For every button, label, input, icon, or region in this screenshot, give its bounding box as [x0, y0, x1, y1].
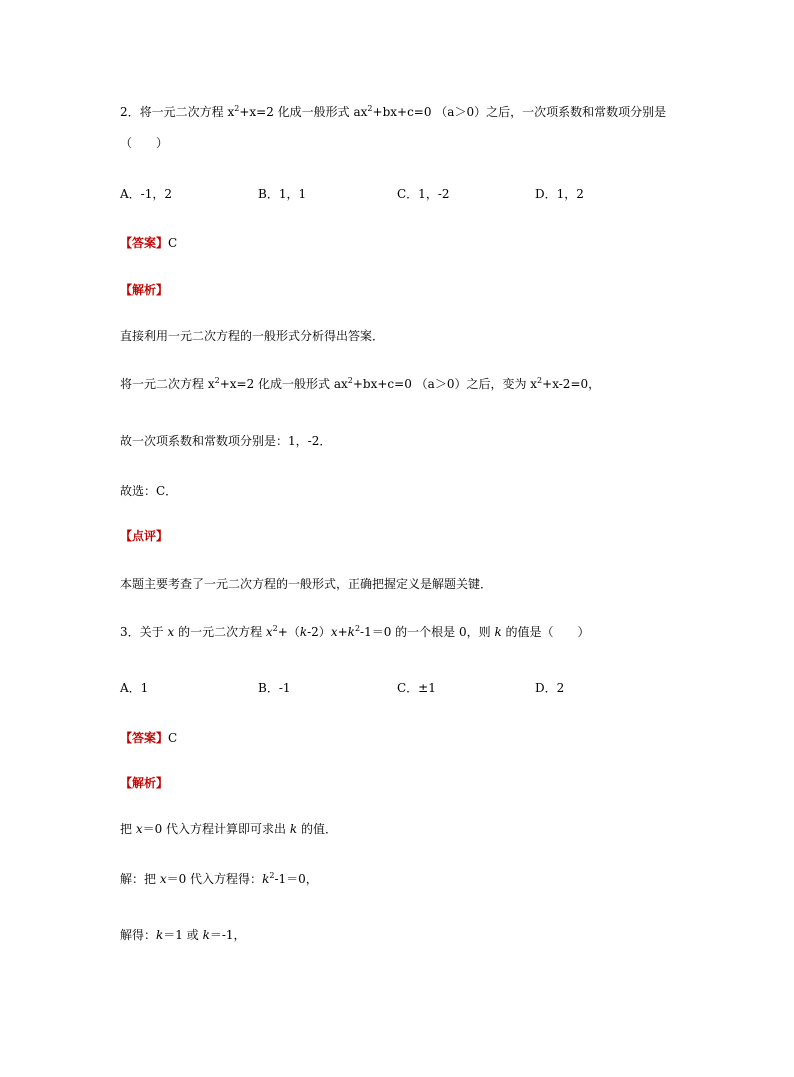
q3-option-c: C．±1 [397, 681, 436, 695]
q2-option-c: C．1，-2 [397, 187, 450, 201]
q3-analysis-tag: 【解析】 [120, 776, 169, 790]
q3-eq-x: x [265, 625, 273, 639]
q2-eq2-base: ax [353, 105, 368, 119]
q3-eq-k2: k [347, 625, 355, 639]
q2-option-b: B．1，1 [258, 187, 307, 201]
q2-analysis-3: 故一次项系数和常数项分别是：1，-2． [120, 434, 332, 448]
q2-eq1-base: x [227, 105, 235, 119]
q3-answer-tag: 【答案】 [120, 731, 169, 745]
q3-stem-part-c: 的一个根是 0，则 [391, 625, 495, 639]
q2-analysis-2-eq1-exponent: 2 [214, 376, 220, 385]
q3-var-x: x [167, 625, 175, 639]
q2-answer-value: C [168, 236, 178, 250]
q2-eq1-exponent: 2 [234, 104, 240, 113]
q3-analysis-3 [120, 927, 246, 943]
q3-answer-value: C [168, 731, 178, 745]
q3-option-d: D．2 [535, 681, 565, 695]
q2-analysis-2-part-a: 将一元二次方程 [120, 377, 208, 391]
q3-analysis-2-part-a: 解：把 [120, 872, 160, 886]
q2-eq2-exponent: 2 [367, 104, 373, 113]
q3-analysis-1-part-b: ＝0 代入方程计算即可求出 [142, 822, 290, 836]
q3-eq-mid1: +（ [277, 625, 300, 639]
q2-analysis-2-eq2-rest: +bx+c=0 [352, 377, 412, 391]
q3-analysis-1-part-c: 的值． [297, 822, 337, 836]
q3-stem-part-a: 关于 [139, 625, 168, 639]
q2-analysis-tag: 【解析】 [120, 283, 169, 297]
q3-analysis-3-part-b: ＝1 或 [163, 928, 203, 942]
q3-number: 3． [120, 625, 140, 639]
q3-analysis-1 [120, 821, 337, 837]
q3-analysis-1-k: k [289, 822, 298, 836]
q2-analysis-2-eq3-rest: +x-2=0， [542, 377, 601, 391]
q3-eq-mid2: -2） [307, 625, 331, 639]
q2-comment: 本题主要考查了一元二次方程的一般形式，正确把握定义是解题关键． [120, 577, 493, 591]
q3-stem-part-d: 的值是（ ） [501, 625, 590, 639]
q2-answer-paren: （ ） [120, 136, 169, 150]
q3-eq-plus: + [337, 625, 348, 639]
q2-stem-part-a: 将一元二次方程 [139, 105, 228, 119]
q2-eq2-rest: +bx+c=0 [372, 105, 432, 119]
q2-stem-part-c: （a＞0）之后，一次项系数和常数项分别是 [431, 105, 667, 119]
q2-analysis-1: 直接利用一元二次方程的一般形式分析得出答案． [120, 329, 385, 343]
q3-analysis-2-exponent: 2 [269, 871, 275, 880]
q3-stem [120, 624, 590, 640]
q3-analysis-3-part-c: ＝-1， [209, 928, 246, 942]
q2-analysis-2-part-b: 化成一般形式 [254, 377, 334, 391]
q2-analysis-2-part-c: （a＞0）之后，变为 [411, 377, 531, 391]
q3-analysis-3-k2: k [202, 928, 210, 942]
q2-answer-line [120, 235, 177, 251]
q2-comment-tag: 【点评】 [120, 529, 169, 543]
q3-analysis-3-part-a: 解得： [120, 928, 157, 942]
q3-stem-part-b: 的一元二次方程 [174, 625, 266, 639]
q2-stem [120, 104, 666, 120]
q3-eq-k1: k [299, 625, 308, 639]
q2-stem-part-b: 化成一般形式 [273, 105, 354, 119]
q3-analysis-2-k: k [262, 872, 270, 886]
q3-analysis-1-part-a: 把 [120, 822, 136, 836]
q2-analysis-2-eq2-base: ax [333, 377, 348, 391]
q3-analysis-2-part-b: ＝0 代入方程得： [166, 872, 263, 886]
q3-eq-end: -1＝0 [360, 625, 392, 639]
q3-analysis-2 [120, 871, 318, 887]
q2-analysis-2 [120, 376, 600, 392]
q3-analysis-3-k1: k [156, 928, 164, 942]
q2-analysis-2-eq1-base: x [207, 377, 215, 391]
q2-analysis-2-eq1-rest: +x=2 [219, 377, 255, 391]
q2-analysis-2-eq3-exponent: 2 [537, 376, 543, 385]
q3-option-a: A．1 [120, 681, 149, 695]
q3-analysis-2-x: x [159, 872, 167, 886]
q2-option-d: D．1，2 [535, 187, 584, 201]
q3-eq-exponent-2: 2 [354, 624, 361, 633]
q3-eq-exponent: 2 [272, 624, 278, 633]
q2-eq1-rest: +x=2 [239, 105, 274, 119]
q3-option-b: B．-1 [258, 681, 291, 695]
q2-answer-tag: 【答案】 [120, 236, 169, 250]
q3-var-k: k [494, 625, 502, 639]
q3-analysis-1-x: x [135, 822, 143, 836]
q2-analysis-2-eq3-base: x [530, 377, 538, 391]
q2-option-a: A．-1，2 [120, 187, 172, 201]
q2-analysis-2-eq2-exponent: 2 [347, 376, 353, 385]
q2-number: 2． [120, 105, 140, 119]
q2-analysis-4: 故选：C． [120, 484, 178, 498]
q3-analysis-2-part-c: -1＝0， [274, 872, 318, 886]
q3-answer-line [120, 730, 177, 746]
q3-eq-x2: x [330, 625, 338, 639]
